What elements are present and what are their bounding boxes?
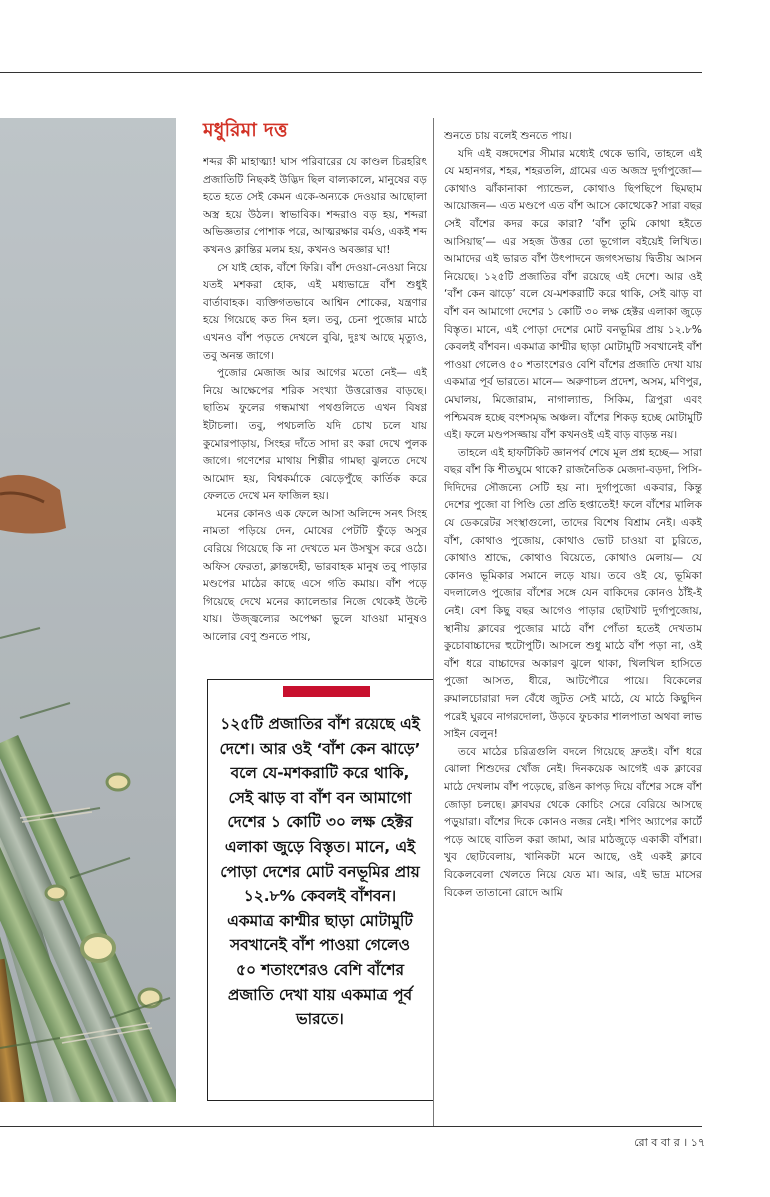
paragraph: পুজোর মেজাজ আর আগের মতো নেই— এই নিয়ে আক্ষেপের শরিক সংখ্যা উত্তরোত্তর বাড়ছে। ছাতিম ফুলের গন্ধমাখা পথগুলিতে এখন বিষণ্ণ ইটাচলা। তবু, পথচলতি যদি চোখ চলে যায় কুমোরপাড়ায়, সিংহর দাঁতে সাদা রং করা দেখে পুলক জাগে। গণেশের মাথায় শিল্পীর গামছা ঝুলতে দেখে আমোদ হয়, বিশ্বকর্মাকে ঝেড়েপুঁছে কার্তিক করে ফেলতে দেখে মন ফাজিল হয়। [203,367,427,503]
paragraph: শব্দর কী মাহাত্ম্য! ঘাস পরিবারের যে কাণ্ডল চিরহরিৎ প্রজাতিটি নিছকই উদ্ভিদ ছিল বাল্যকালে, মানুষের বড় হতে হতে সেই কেমন একে-অন্যকে দেওয়ার আছোলা অস্ত্র হয়ে উঠল। স্বাভাবিক। শব্দরাও বড় হয়, শব্দরা অভিজ্ঞতার পোশাক পরে, আত্মরক্ষার বর্মও, একই শব্দ কখনও ক্লান্তির মলম হয়, কখনও অবজ্ঞার ঘা! [203,156,427,256]
paragraph: মনের কোনও এক ফেলে আসা অলিন্দে সনৎ সিংহ নামতা পড়িয়ে দেন, মোষের পেটটি ফুঁড়ে অসুর বেরিয়ে গিয়েছে কি না দেখতে মন উসখুস করে ওঠে। অফিস ফেরতা, ক্লান্তদেহী, ভারবাহক মানুষ তবু পাড়ার মণ্ডপের মাঠের কাছে এসে গতি কমায়। বাঁশ পড়ে গিয়েছে দেখে মনের ক্যালেন্ডার নিজে থেকেই উল্টে যায়। উজ্জ্বল্যের অপেক্ষা ভুলে যাওয়া মানুষও আলোর বেণু শুনতে পায়, [203,507,427,644]
paragraph: সে যাই হোক, বাঁশে ফিরি। বাঁশ দেওয়া-নেওয়া নিয়ে যতই মশকরা হোক, এই মধ্যভাদ্রে বাঁশ শুধুই বার্তাবাহক। ব্যক্তিগতভাবে আশ্বিন শোকের, যন্ত্রণার হয়ে গিয়েছে কত দিন হল। তবু, চেনা পুজোর মাঠে এখনও বাঁশ পড়তে দেখলে বুঝি, দুঃখ আছে মৃত্যুও, তবু অনন্ত জাগে। [203,261,427,362]
paragraph: তবে মাঠের চরিত্রগুলি বদলে গিয়েছে দ্রুতই। বাঁশ ধরে ঝোলা শিশুদের খোঁজ নেই। দিনকয়েক আগেই এক ক্লাবের মাঠে দেখলাম বাঁশ পড়েছে, রঙিন কাপড় দিয়ে বাঁশের সঙ্গে বাঁশ জোড়া চলছে। ক্লাবঘর থেকে কোচিং সেরে বেরিয়ে আসছে পড়ুয়ারা। বাঁশের দিকে কোনও নজর নেই। শপিং অ্যাপের কার্টে পড়ে আছে বাতিল করা জামা, আর মাঠজুড়ে একাকী বাঁশরা। খুব ছোটবেলায়, খানিকটা মনে আছে, ওই একই ক্লাবে বিকেলবেলা খেলতে নিয়ে যেত মা। আর, এই ভাদ্র মাসের বিকেল তাতানো রোদে আমি [444,745,702,899]
article-column-1 [203,154,427,674]
page-footer: রো ব বা র । ১৭ [634,1136,705,1149]
paragraph: যদি এই বঙ্গদেশের সীমার মধ্যেই থেকে ভাবি, তাহলে এই যে মহানগর, শহর, শহরতলি, গ্রামের এত অজস্র দুর্গাপুজো— কোথাও ঝাঁকানাকা প্যান্ডেল, কোথাও ছিপছিপে ছিমছাম আয়োজন— এত মণ্ডপে এত বাঁশ আসে কোত্থেকে? সারা বছর সেই বাঁশের কদর করে কারা? ‘বাঁশ তুমি কোথা হইতে আসিয়াছ’— এর সহজ উত্তর তো ভূগোল বইয়েই লিখিত। আমাদের এই ভারত বাঁশ উৎপাদনে জগৎসভায় দ্বিতীয় আসন নিয়েছে। ১২৫টি প্রজাতির বাঁশ রয়েছে এই দেশে। আর ওই ‘বাঁশ কেন ঝাড়ে’ বলে যে-মশকরাটি করে থাকি, সেই ঝাড় বা বাঁশ বন আমাগো দেশের ১ কোটি ৩০ লক্ষ হেক্টর এলাকা জুড়ে বিস্তৃত। মানে, এই পোড়া দেশের মোট বনভূমির প্রায় ১২.৮% কেবলই বাঁশবন। একমাত্র কাশ্মীর ছাড়া মোটামুটি সবখানেই বাঁশ পাওয়া গেলেও ৫০ শতাংশেরও বেশি বাঁশের প্রজাতি দেখা যায় একমাত্র পূর্ব ভারতে। মানে— অরুণাচল প্রদেশ, অসম, মণিপুর, মেঘালয়, মিজোরাম, নাগাল্যান্ড, সিকিম, ত্রিপুরা এবং পশ্চিমবঙ্গ হচ্ছে বংশসমৃদ্ধ অঞ্চল। বাঁশের শিকড় হচ্ছে মোটামুটি এই। ফলে মণ্ডপসজ্জায় বাঁশ কখনওই এই বাড় বাড়ন্ত নয়। [444,147,702,442]
article-column-2 [444,128,702,1113]
bamboo-photo [0,118,176,1102]
top-rule [0,72,702,73]
paragraph: শুনতে চায় বলেই শুনতে পায়। [444,130,572,142]
paragraph: তাহলে এই হাফটিকিট জ্ঞানপর্ব শেষে মূল প্রশ্ন হচ্ছে— সারা বছর বাঁশ কি শীতঘুমে থাকে? রাজনৈতিক মেজদা-বড়দা, পিসি-দিদিদের সৌজন্যে সেটি হয় না। দুর্গাপুজো একবার, কিন্তু দেশের পুজো বা পিণ্ডি তো প্রতি হপ্তাতেই! ফলে বাঁশের মালিক যে ডেকরেটর সংস্থাগুলো, তাদের বিশেষ বিশ্রাম নেই। একই বাঁশ, কোথাও পুজোয়, কোথাও ভোট চাওয়া বা চুরিতে, কোথাও শ্রাদ্ধে, কোথাও বিয়েতে, কোথাও মেলায়— যে কোনও ভূমিকার সমানে লড়ে যায়। তবে ওই যে, ভূমিকা বদলালেও পুজোর বাঁশের সঙ্গে যেন বাকিদের কোনও ঠাঁই-ই নেই। বেশ কিছু বছর আগেও পাড়ার ছোটখাট দুর্গাপুজোয়, স্থানীয় ক্লাবের পুজোর মাঠে বাঁশ পোঁতা হতেই দেখতাম কুচোবাচ্চাদের হুটোপুটি। আসলে শুধু মাঠে বাঁশ পড়া না, ওই বাঁশ ধরে বাচ্চাদের অকারণ ঝুলে থাকা, খিলখিল হাসিতে পুজো আসত, ধীরে, আটপৌরে পায়ে। বিকেলের রুমালচোরারা দল বেঁধে জুটত সেই মাঠে, যে মাঠে কিছুদিন পরেই ঘুরবে নাগরদোলা, উড়বে ফুচকার শালপাতা অথবা লাভ সাইন বেলুন! [444,446,702,741]
column-divider [433,118,434,1126]
pull-quote-text: ১২৫টি প্রজাতির বাঁশ রয়েছে এই দেশে। আর ওই ‘বাঁশ কেন ঝাড়ে’ বলে যে-মশকরাটি করে থাকি, সেই ঝাড় বা বাঁশ বন আমাগো দেশের ১ কোটি ৩০ লক্ষ হেক্টর এলাকা জুড়ে বিস্তৃত। মানে, এই পোড়া দেশের মোট বনভূমির প্রায় ১২.৮% কেবলই বাঁশবন। একমাত্র কাশ্মীর ছাড়া মোটামুটি সবখানেই বাঁশ পাওয়া গেলেও ৫০ শতাংশেরও বেশি বাঁশের প্রজাতি দেখা যায় একমাত্র পূর্ব ভারতে। [219,715,421,1029]
author-byline: মধুরিমা দত্ত [203,119,288,141]
pull-quote-accent-bar [283,686,370,697]
bottom-rule [0,1126,702,1127]
bamboo-illustration [0,118,176,1102]
